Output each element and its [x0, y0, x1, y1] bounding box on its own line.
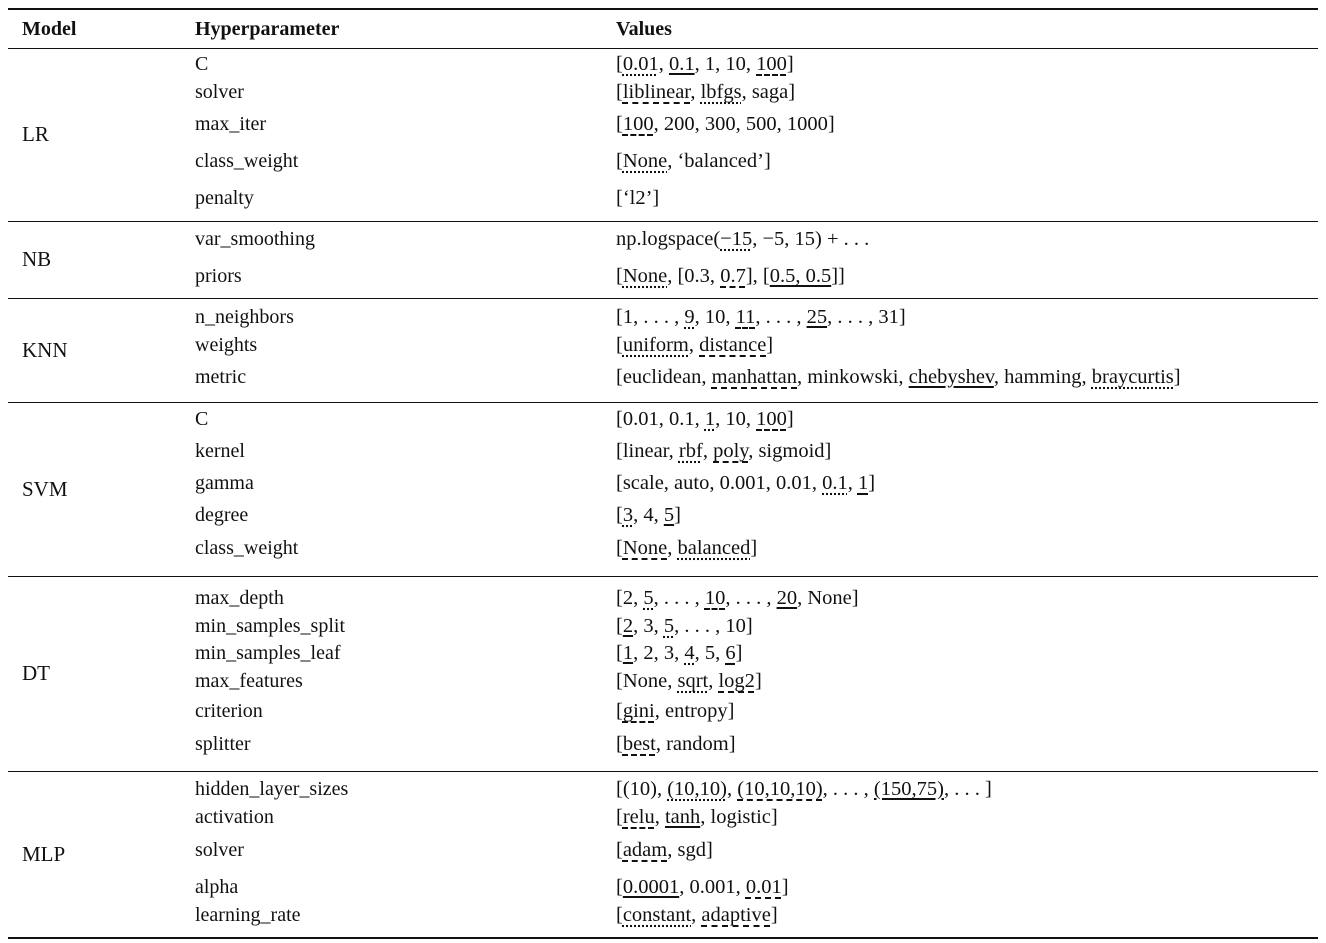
marked-value-dot: 1 — [704, 408, 716, 430]
table-row — [8, 670, 1318, 696]
marked-value-dash: poly — [713, 440, 749, 462]
marked-value-solid: 25 — [806, 306, 828, 328]
hyperparameter-values: [100, 200, 300, 500, 1000] — [616, 113, 835, 135]
hyperparameter-values: [None, [0.3, 0.7], [0.5, 0.5]] — [616, 265, 845, 287]
hyperparameter-name: class_weight — [195, 150, 299, 172]
model-label: MLP — [22, 841, 66, 866]
hyperparameter-name: hidden_layer_sizes — [195, 778, 349, 800]
model-label: DT — [22, 661, 50, 685]
model-group-knn — [8, 299, 1318, 402]
marked-value-dot: 0.1 — [822, 472, 848, 494]
hyperparameter-values: [1, 2, 3, 4, 5, 6] — [616, 642, 743, 664]
hyperparameter-name: criterion — [195, 700, 263, 722]
marked-value-solid: 5 — [663, 504, 675, 526]
table-row — [8, 839, 1318, 865]
table-row — [8, 113, 1318, 139]
marked-value-solid: tanh — [664, 806, 701, 828]
hyperparameter-name: solver — [195, 81, 244, 103]
hyperparameter-values: [None, ‘balanced’] — [616, 150, 771, 172]
bottom-rule — [8, 937, 1318, 939]
hyperparameter-values: [best, random] — [616, 733, 736, 755]
model-group-dt — [8, 577, 1318, 771]
hyperparameter-values: [scale, auto, 0.001, 0.01, 0.1, 1] — [616, 472, 876, 494]
marked-value-dash: 10 — [704, 587, 726, 609]
marked-value-dash: 0.7 — [720, 265, 746, 287]
hyperparameter-name: min_samples_split — [195, 615, 345, 637]
model-group-svm — [8, 403, 1318, 576]
hyperparameter-values: [linear, rbf, poly, sigmoid] — [616, 440, 832, 462]
hyperparameter-values: [liblinear, lbfgs, saga] — [616, 81, 796, 103]
hyperparameter-values: [euclidean, manhattan, minkowski, chebyshev, hamming, braycurtis] — [616, 366, 1181, 388]
marked-value-solid: 20 — [776, 587, 798, 609]
hyperparameter-name: metric — [195, 366, 247, 388]
table-row — [8, 472, 1318, 498]
marked-value-solid: (150,75) — [873, 778, 944, 800]
hyperparameter-values: [1, . . . , 9, 10, 11, . . . , 25, . . . , 31] — [616, 306, 906, 328]
hyperparameter-name: C — [195, 408, 209, 430]
table-row — [8, 187, 1318, 213]
marked-value-dash: adaptive — [701, 904, 771, 926]
marked-value-dot: 9 — [684, 306, 695, 328]
table-body — [8, 49, 1318, 939]
table-row — [8, 700, 1318, 726]
table-row — [8, 366, 1318, 392]
table-row — [8, 150, 1318, 176]
marked-value-dot: None — [622, 150, 668, 172]
marked-value-dot: (10,10) — [667, 778, 728, 800]
marked-value-dot: 5 — [663, 615, 675, 637]
hyperparameter-values: [gini, entropy] — [616, 700, 735, 722]
hyperparameter-name: solver — [195, 839, 244, 861]
table-row — [8, 306, 1318, 332]
marked-value-dash: None — [622, 537, 668, 559]
marked-value-dash: 100 — [622, 113, 654, 135]
hyperparameter-name: learning_rate — [195, 904, 301, 926]
table-row — [8, 334, 1318, 360]
marked-value-dash: log2 — [718, 670, 755, 692]
model-group-nb — [8, 222, 1318, 298]
table-row — [8, 642, 1318, 668]
hyperparameter-name: degree — [195, 504, 249, 526]
marked-value-dot: 0.01 — [622, 53, 659, 75]
hyperparameter-name: var_smoothing — [195, 228, 315, 250]
marked-value-dot: balanced — [677, 537, 751, 559]
marked-value-dash: best — [622, 733, 656, 755]
hyperparameter-values: [3, 4, 5] — [616, 504, 681, 526]
marked-value-dot: sqrt — [677, 670, 709, 692]
marked-value-dash: 6 — [725, 642, 736, 664]
marked-value-solid: 2 — [622, 615, 634, 637]
marked-value-dash: manhattan — [711, 366, 798, 388]
marked-value-dot: rbf — [678, 440, 703, 462]
table-row — [8, 408, 1318, 434]
table-row — [8, 778, 1318, 804]
hyperparameter-name: class_weight — [195, 537, 299, 559]
model-label: NB — [22, 247, 52, 271]
marked-value-dash: adam — [622, 839, 668, 861]
marked-value-dot: uniform — [622, 334, 689, 356]
hyperparameter-name: splitter — [195, 733, 251, 755]
hyperparameter-name: max_depth — [195, 587, 284, 609]
marked-value-dot: braycurtis — [1091, 366, 1174, 388]
header-model: Model — [22, 18, 77, 40]
table-row — [8, 537, 1318, 563]
table-row — [8, 504, 1318, 530]
hyperparameter-values: [2, 3, 5, . . . , 10] — [616, 615, 753, 637]
hyperparameter-values: [2, 5, . . . , 10, . . . , 20, None] — [616, 587, 859, 609]
table-row — [8, 228, 1318, 254]
hyperparameter-name: C — [195, 53, 209, 75]
hyperparameter-values: [0.01, 0.1, 1, 10, 100] — [616, 53, 794, 75]
hyperparameter-values: [None, balanced] — [616, 537, 758, 559]
model-group-mlp — [8, 772, 1318, 937]
marked-value-dash: liblinear — [622, 81, 691, 103]
hyperparameter-values: [‘l2’] — [616, 187, 660, 209]
hyperparameter-table — [8, 8, 1318, 939]
marked-value-dash: 100 — [756, 408, 787, 430]
hyperparameter-name: penalty — [195, 187, 254, 209]
table-row — [8, 904, 1318, 930]
table-row — [8, 615, 1318, 641]
hyperparameter-name: n_neighbors — [195, 306, 294, 328]
model-group-lr — [8, 49, 1318, 221]
marked-value-solid: 0.0001 — [622, 876, 680, 898]
model-label: KNN — [22, 337, 68, 362]
marked-value-dot: −15 — [720, 228, 753, 250]
hyperparameter-values: [0.01, 0.1, 1, 10, 100] — [616, 408, 794, 430]
header-hyperparameter: Hyperparameter — [195, 18, 340, 40]
hyperparameter-values: [(10), (10,10), (10,10,10), . . . , (150,75), . . . ] — [616, 778, 992, 800]
hyperparameter-values: np.logspace(−15, −5, 15) + . . . — [616, 228, 870, 250]
marked-value-dot: constant — [622, 904, 692, 926]
table-row — [8, 53, 1318, 79]
hyperparameter-values: [adam, sgd] — [616, 839, 713, 861]
marked-value-dot: None — [622, 265, 668, 287]
marked-value-dot: lbfgs — [700, 81, 742, 103]
marked-value-dot: 5 — [643, 587, 654, 609]
hyperparameter-values: [0.0001, 0.001, 0.01] — [616, 876, 789, 898]
header-values: Values — [616, 18, 672, 40]
table-row — [8, 733, 1318, 759]
marked-value-dash: distance — [699, 334, 767, 356]
table-row — [8, 587, 1318, 613]
hyperparameter-values: [uniform, distance] — [616, 334, 774, 356]
marked-value-dash: 1 — [857, 472, 869, 494]
table-row — [8, 265, 1318, 291]
table-row — [8, 806, 1318, 832]
marked-value-dash: 0.01 — [745, 876, 782, 898]
marked-value-dash: relu — [622, 806, 655, 828]
marked-value-solid: 1 — [622, 642, 634, 664]
table-row — [8, 876, 1318, 902]
marked-value-solid: 0.1 — [668, 53, 695, 75]
marked-value-dash: 100 — [756, 53, 787, 75]
hyperparameter-name: alpha — [195, 876, 239, 898]
model-label: LR — [22, 122, 49, 146]
marked-value-solid: chebyshev — [908, 366, 994, 388]
hyperparameter-values: [constant, adaptive] — [616, 904, 778, 926]
marked-value-dash: gini — [622, 700, 655, 722]
hyperparameter-name: min_samples_leaf — [195, 642, 341, 664]
table-row — [8, 440, 1318, 466]
hyperparameter-name: priors — [195, 265, 242, 287]
hyperparameter-name: gamma — [195, 472, 254, 494]
hyperparameter-name: activation — [195, 806, 274, 828]
hyperparameter-name: max_features — [195, 670, 303, 692]
hyperparameter-values: [relu, tanh, logistic] — [616, 806, 778, 828]
hyperparameter-values: [None, sqrt, log2] — [616, 670, 762, 692]
marked-value-dash: 11 — [735, 306, 756, 328]
marked-value-dot: 3 — [622, 504, 634, 526]
table-row — [8, 81, 1318, 107]
hyperparameter-name: kernel — [195, 440, 245, 462]
marked-value-solid: 0.5, 0.5 — [769, 265, 832, 287]
marked-value-dot: 4 — [684, 642, 695, 664]
marked-value-dash: (10,10,10) — [737, 778, 823, 800]
hyperparameter-name: weights — [195, 334, 258, 356]
hyperparameter-name: max_iter — [195, 113, 267, 135]
table-header — [8, 10, 1318, 48]
model-label: SVM — [22, 476, 68, 501]
